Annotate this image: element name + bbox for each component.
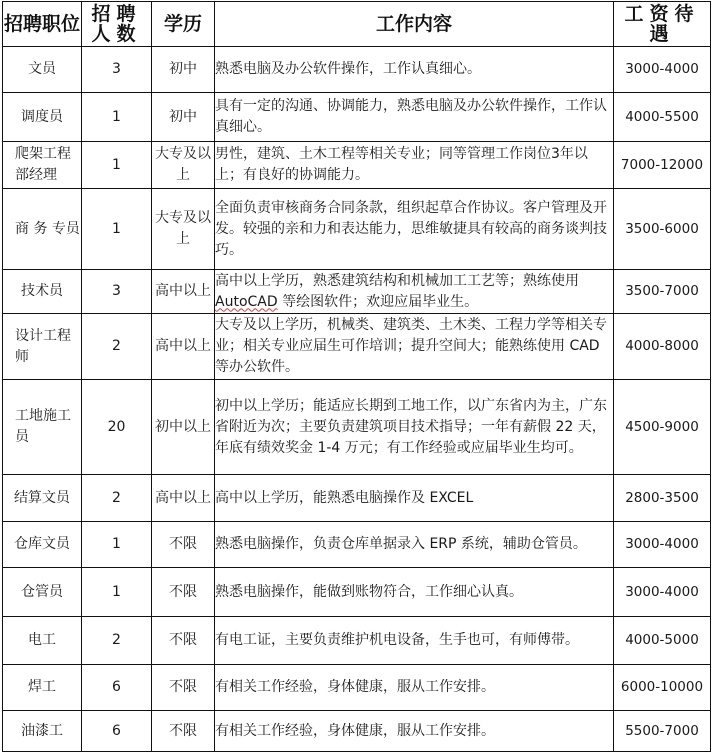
- table-row: [3, 617, 711, 665]
- table-row: [3, 711, 711, 752]
- position-cell: 仓库文员: [3, 522, 82, 568]
- count-cell: 1: [82, 189, 152, 270]
- salary-cell: 4000-8000: [614, 314, 711, 380]
- header-row: [3, 2, 711, 47]
- position-cell: 油漆工: [3, 711, 82, 752]
- description-cell: 男性，建筑、土木工程等相关专业；同等管理工作岗位3年以上；有良好的协调能力。: [215, 142, 614, 189]
- table-row: [3, 568, 711, 617]
- position-cell: 技术员: [3, 270, 82, 314]
- description-cell: 具有一定的沟通、协调能力，熟悉电脑及办公软件操作，工作认真细心。: [215, 93, 614, 142]
- count-cell: 1: [82, 142, 152, 189]
- description-cell: 初中以上学历；能适应长期到工地工作，以广东省内为主，广东省附近为次；主要负责建筑项目技术指导；一年有薪假 22 天，年底有绩效奖金 1-4 万元；有工作经验或应届毕业生均可。: [215, 380, 614, 475]
- header-education: 学历: [152, 2, 215, 47]
- salary-cell: 4000-5500: [614, 93, 711, 142]
- salary-cell: 5500-7000: [614, 711, 711, 752]
- count-cell: 2: [82, 314, 152, 380]
- education-cell: 大专及以上: [152, 189, 215, 270]
- position-cell: 仓管员: [3, 568, 82, 617]
- position-cell: 工地施工员: [3, 380, 82, 475]
- education-cell: 不限: [152, 665, 215, 711]
- salary-cell: 3000-4000: [614, 568, 711, 617]
- header-salary: 工资待遇: [614, 2, 711, 47]
- education-cell: 初中: [152, 47, 215, 93]
- description-cell: 有相关工作经验，身体健康，服从工作安排。: [215, 711, 614, 752]
- position-cell: 焊工: [3, 665, 82, 711]
- table-row: [3, 93, 711, 142]
- description-cell: 有相关工作经验，身体健康，服从工作安排。: [215, 665, 614, 711]
- recruitment-table: [2, 1, 711, 752]
- position-cell: 爬架工程部经理: [3, 142, 82, 189]
- description-cell: 熟悉电脑操作，负责仓库单据录入 ERP 系统，辅助仓管员。: [215, 522, 614, 568]
- description-text: 等绘图软件；欢迎应届毕业生。: [277, 293, 479, 310]
- salary-cell: 4000-5000: [614, 617, 711, 665]
- salary-cell: 4500-9000: [614, 380, 711, 475]
- count-cell: 1: [82, 522, 152, 568]
- count-cell: 2: [82, 617, 152, 665]
- education-cell: 不限: [152, 568, 215, 617]
- education-cell: 不限: [152, 617, 215, 665]
- description-cell: [215, 270, 614, 314]
- description-cell: 高中以上学历，能熟悉电脑操作及 EXCEL: [215, 475, 614, 522]
- table-row: [3, 189, 711, 270]
- salary-cell: 2800-3500: [614, 475, 711, 522]
- count-cell: 6: [82, 711, 152, 752]
- education-cell: 高中以上: [152, 475, 215, 522]
- description-cell: 大专及以上学历，机械类、建筑类、土木类、工程力学等相关专业；相关专业应届生可作培训；提升空间大；能熟练使用 CAD 等办公软件。: [215, 314, 614, 380]
- description-cell: 熟悉电脑操作，能做到账物符合，工作细心认真。: [215, 568, 614, 617]
- header-count: 招聘人数: [82, 2, 152, 47]
- description-cell: 全面负责审核商务合同条款，组织起草合作协议。客户管理及开发。较强的亲和力和表达能力，思维敏捷具有较高的商务谈判技巧。: [215, 189, 614, 270]
- position-cell: 调度员: [3, 93, 82, 142]
- position-cell: 商 务 专员: [3, 189, 82, 270]
- description-cell: 熟悉电脑及办公软件操作，工作认真细心。: [215, 47, 614, 93]
- table-row: [3, 142, 711, 189]
- education-cell: 大专及以上: [152, 142, 215, 189]
- count-cell: 3: [82, 47, 152, 93]
- table-row: [3, 665, 711, 711]
- education-cell: 不限: [152, 522, 215, 568]
- description-cell: 有电工证，主要负责维护机电设备，生手也可，有师傅带。: [215, 617, 614, 665]
- education-cell: 初中: [152, 93, 215, 142]
- education-cell: 高中以上: [152, 314, 215, 380]
- count-cell: 1: [82, 93, 152, 142]
- header-description: 工作内容: [215, 2, 614, 47]
- spellcheck-mark: AutoCAD: [215, 293, 278, 310]
- salary-cell: 7000-12000: [614, 142, 711, 189]
- position-cell: 文员: [3, 47, 82, 93]
- count-cell: 20: [82, 380, 152, 475]
- position-cell: 结算文员: [3, 475, 82, 522]
- education-cell: 高中以上: [152, 270, 215, 314]
- count-cell: 1: [82, 568, 152, 617]
- table-row: [3, 522, 711, 568]
- salary-cell: 3500-6000: [614, 189, 711, 270]
- count-cell: 2: [82, 475, 152, 522]
- salary-cell: 3000-4000: [614, 522, 711, 568]
- position-cell: 设计工程师: [3, 314, 82, 380]
- count-cell: 6: [82, 665, 152, 711]
- salary-cell: 6000-10000: [614, 665, 711, 711]
- education-cell: 初中以上: [152, 380, 215, 475]
- salary-cell: 3500-7000: [614, 270, 711, 314]
- description-text: 高中以上学历，熟悉建筑结构和机械加工工艺等；熟练使用: [215, 272, 579, 289]
- education-cell: 不限: [152, 711, 215, 752]
- header-position: 招聘职位: [3, 2, 82, 47]
- salary-cell: 3000-4000: [614, 47, 711, 93]
- table-row: [3, 270, 711, 314]
- table-row: [3, 47, 711, 93]
- position-cell: 电工: [3, 617, 82, 665]
- table-row: [3, 475, 711, 522]
- table-row: [3, 314, 711, 380]
- table-row: [3, 380, 711, 475]
- count-cell: 3: [82, 270, 152, 314]
